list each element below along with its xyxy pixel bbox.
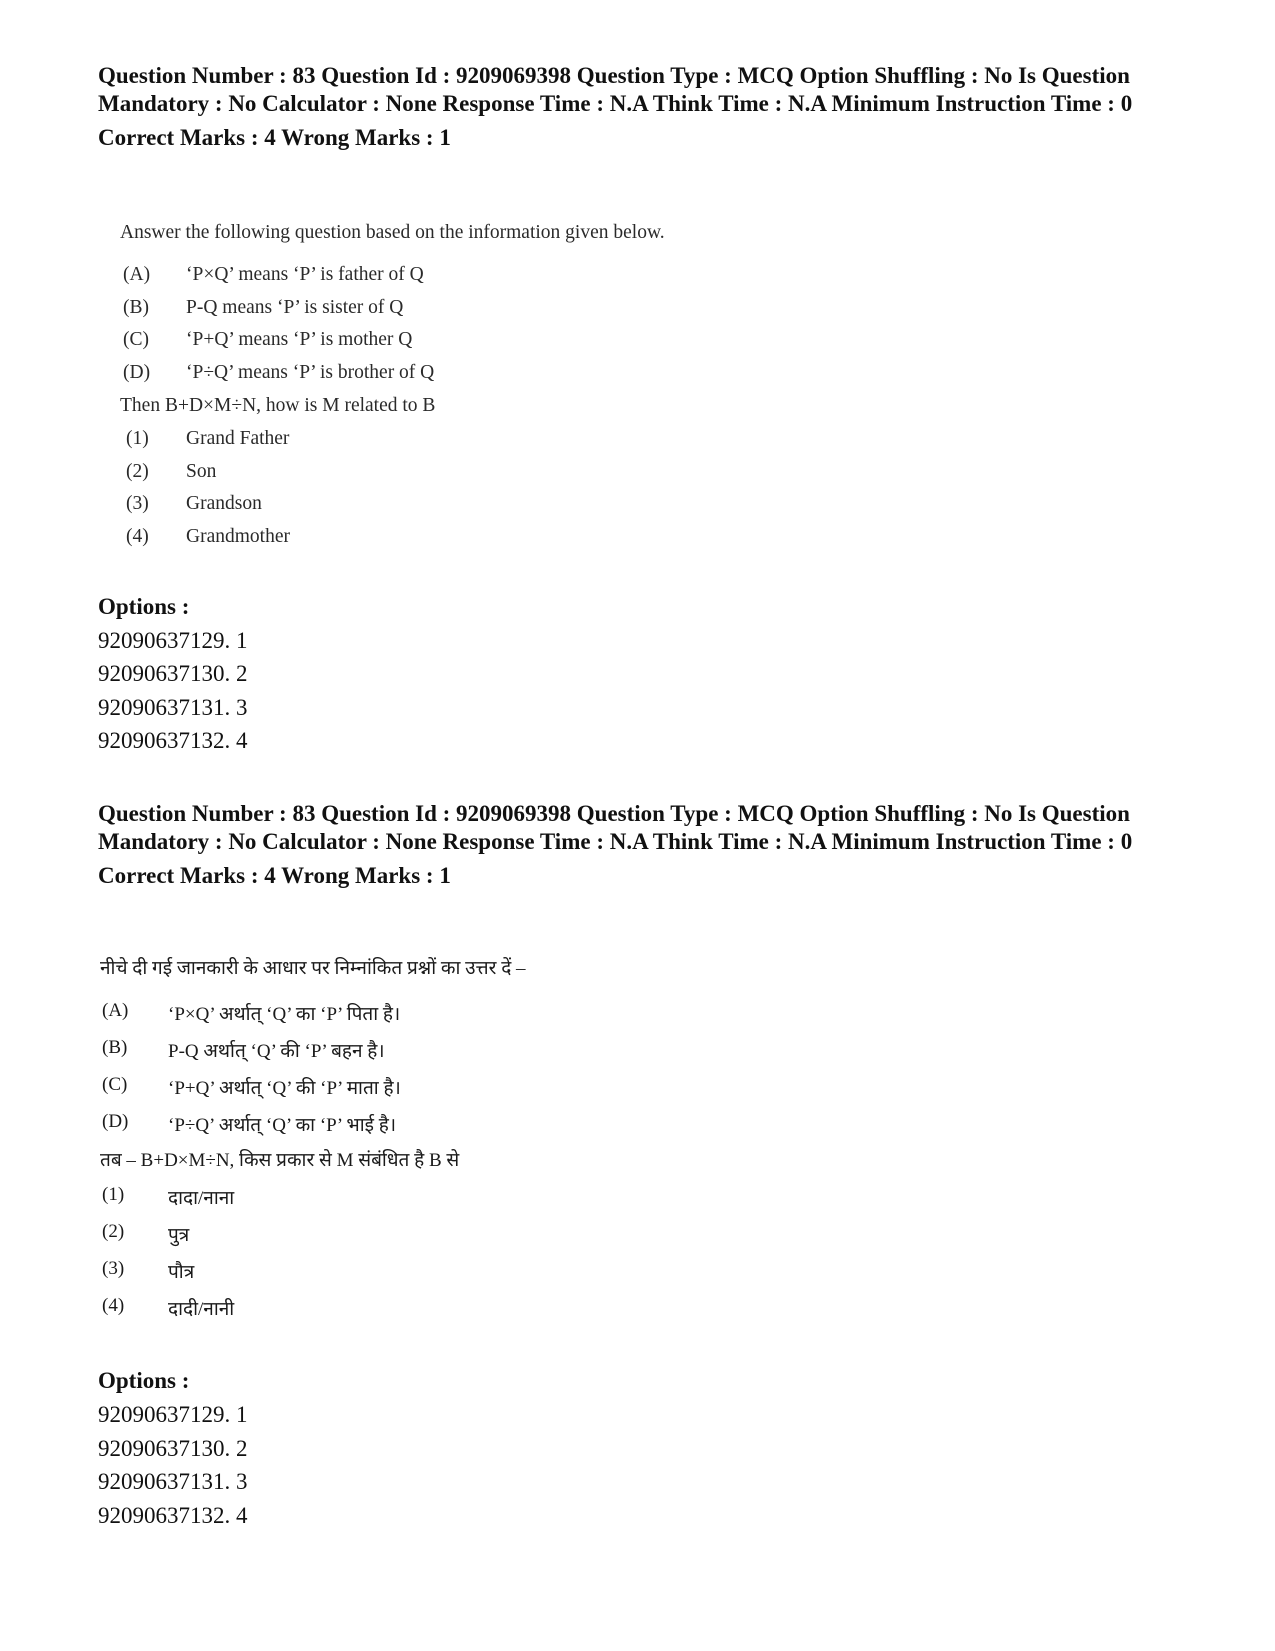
- question-intro: Answer the following question based on the information given below.: [120, 222, 665, 243]
- statement-text: ‘P÷Q’ means ‘P’ is brother of Q: [186, 362, 435, 383]
- statement-text: ‘P×Q’ अर्थात् ‘Q’ का ‘P’ पिता है।: [168, 1004, 401, 1025]
- option-item: 92090637129. 1: [98, 628, 248, 653]
- question-meta: Question Number : 83 Question Id : 9209069398 Question Type : MCQ Option Shuffling : No Is Question Mandatory : No Calculator : None Response Time : N.A Think Time : N.A Minimum Instruction Time : 0: [98, 63, 1133, 116]
- question-meta: Question Number : 83 Question Id : 9209069398 Question Type : MCQ Option Shuffling : No Is Question Mandatory : No Calculator : None Response Time : N.A Think Time : N.A Minimum Instruction Time : 0: [98, 801, 1133, 854]
- statement-label: (D): [102, 1111, 129, 1132]
- choice-text: Grandson: [186, 493, 262, 514]
- choice-label: (2): [102, 1221, 125, 1242]
- choice-label: (1): [126, 428, 149, 449]
- statement-text: ‘P+Q’ means ‘P’ is mother Q: [186, 329, 413, 350]
- statement-text: P-Q means ‘P’ is sister of Q: [186, 297, 404, 318]
- options-title: Options :: [98, 1368, 190, 1393]
- question-text: Then B+D×M÷N, how is M related to B: [120, 395, 436, 416]
- option-item: 92090637132. 4: [98, 1503, 248, 1528]
- choice-label: (1): [102, 1184, 125, 1205]
- statement-label: (D): [123, 362, 151, 383]
- question-header-1: [98, 62, 1188, 152]
- choice-label: (4): [102, 1295, 125, 1316]
- choice-label: (3): [102, 1258, 125, 1279]
- statement-text: ‘P÷Q’ अर्थात् ‘Q’ का ‘P’ भाई है।: [168, 1115, 397, 1136]
- option-item: 92090637131. 3: [98, 695, 248, 720]
- options-title: Options :: [98, 594, 190, 619]
- choice-text: पौत्र: [168, 1262, 195, 1283]
- choice-text: Son: [186, 461, 217, 482]
- option-item: 92090637131. 3: [98, 1469, 248, 1494]
- choice-label: (4): [126, 526, 149, 547]
- marks-line: Correct Marks : 4 Wrong Marks : 1: [98, 125, 451, 150]
- statement-label: (A): [102, 1000, 129, 1021]
- statement-text: ‘P×Q’ means ‘P’ is father of Q: [186, 264, 424, 285]
- statement-label: (B): [123, 297, 149, 318]
- choice-text: Grandmother: [186, 526, 290, 547]
- choice-text: पुत्र: [168, 1225, 190, 1246]
- statement-label: (C): [123, 329, 149, 350]
- statement-label: (C): [102, 1074, 128, 1095]
- question-text: तब – B+D×M÷N, किस प्रकार से M संबंधित है B से: [100, 1150, 460, 1171]
- choice-label: (2): [126, 461, 149, 482]
- option-item: 92090637132. 4: [98, 728, 248, 753]
- question-header-2: [98, 800, 1188, 890]
- choice-text: Grand Father: [186, 428, 290, 449]
- option-item: 92090637129. 1: [98, 1402, 248, 1427]
- choice-text: दादा/नाना: [168, 1188, 235, 1209]
- statement-label: (A): [123, 264, 151, 285]
- marks-line: Correct Marks : 4 Wrong Marks : 1: [98, 863, 451, 888]
- statement-label: (B): [102, 1037, 128, 1058]
- option-item: 92090637130. 2: [98, 1436, 248, 1461]
- option-item: 92090637130. 2: [98, 661, 248, 686]
- statement-text: ‘P+Q’ अर्थात् ‘Q’ की ‘P’ माता है।: [168, 1078, 401, 1099]
- question-intro: नीचे दी गई जानकारी के आधार पर निम्नांकित प्रश्नों का उत्तर दें –: [100, 958, 526, 979]
- choice-text: दादी/नानी: [168, 1299, 235, 1320]
- statement-text: P-Q अर्थात् ‘Q’ की ‘P’ बहन है।: [168, 1041, 385, 1062]
- choice-label: (3): [126, 493, 149, 514]
